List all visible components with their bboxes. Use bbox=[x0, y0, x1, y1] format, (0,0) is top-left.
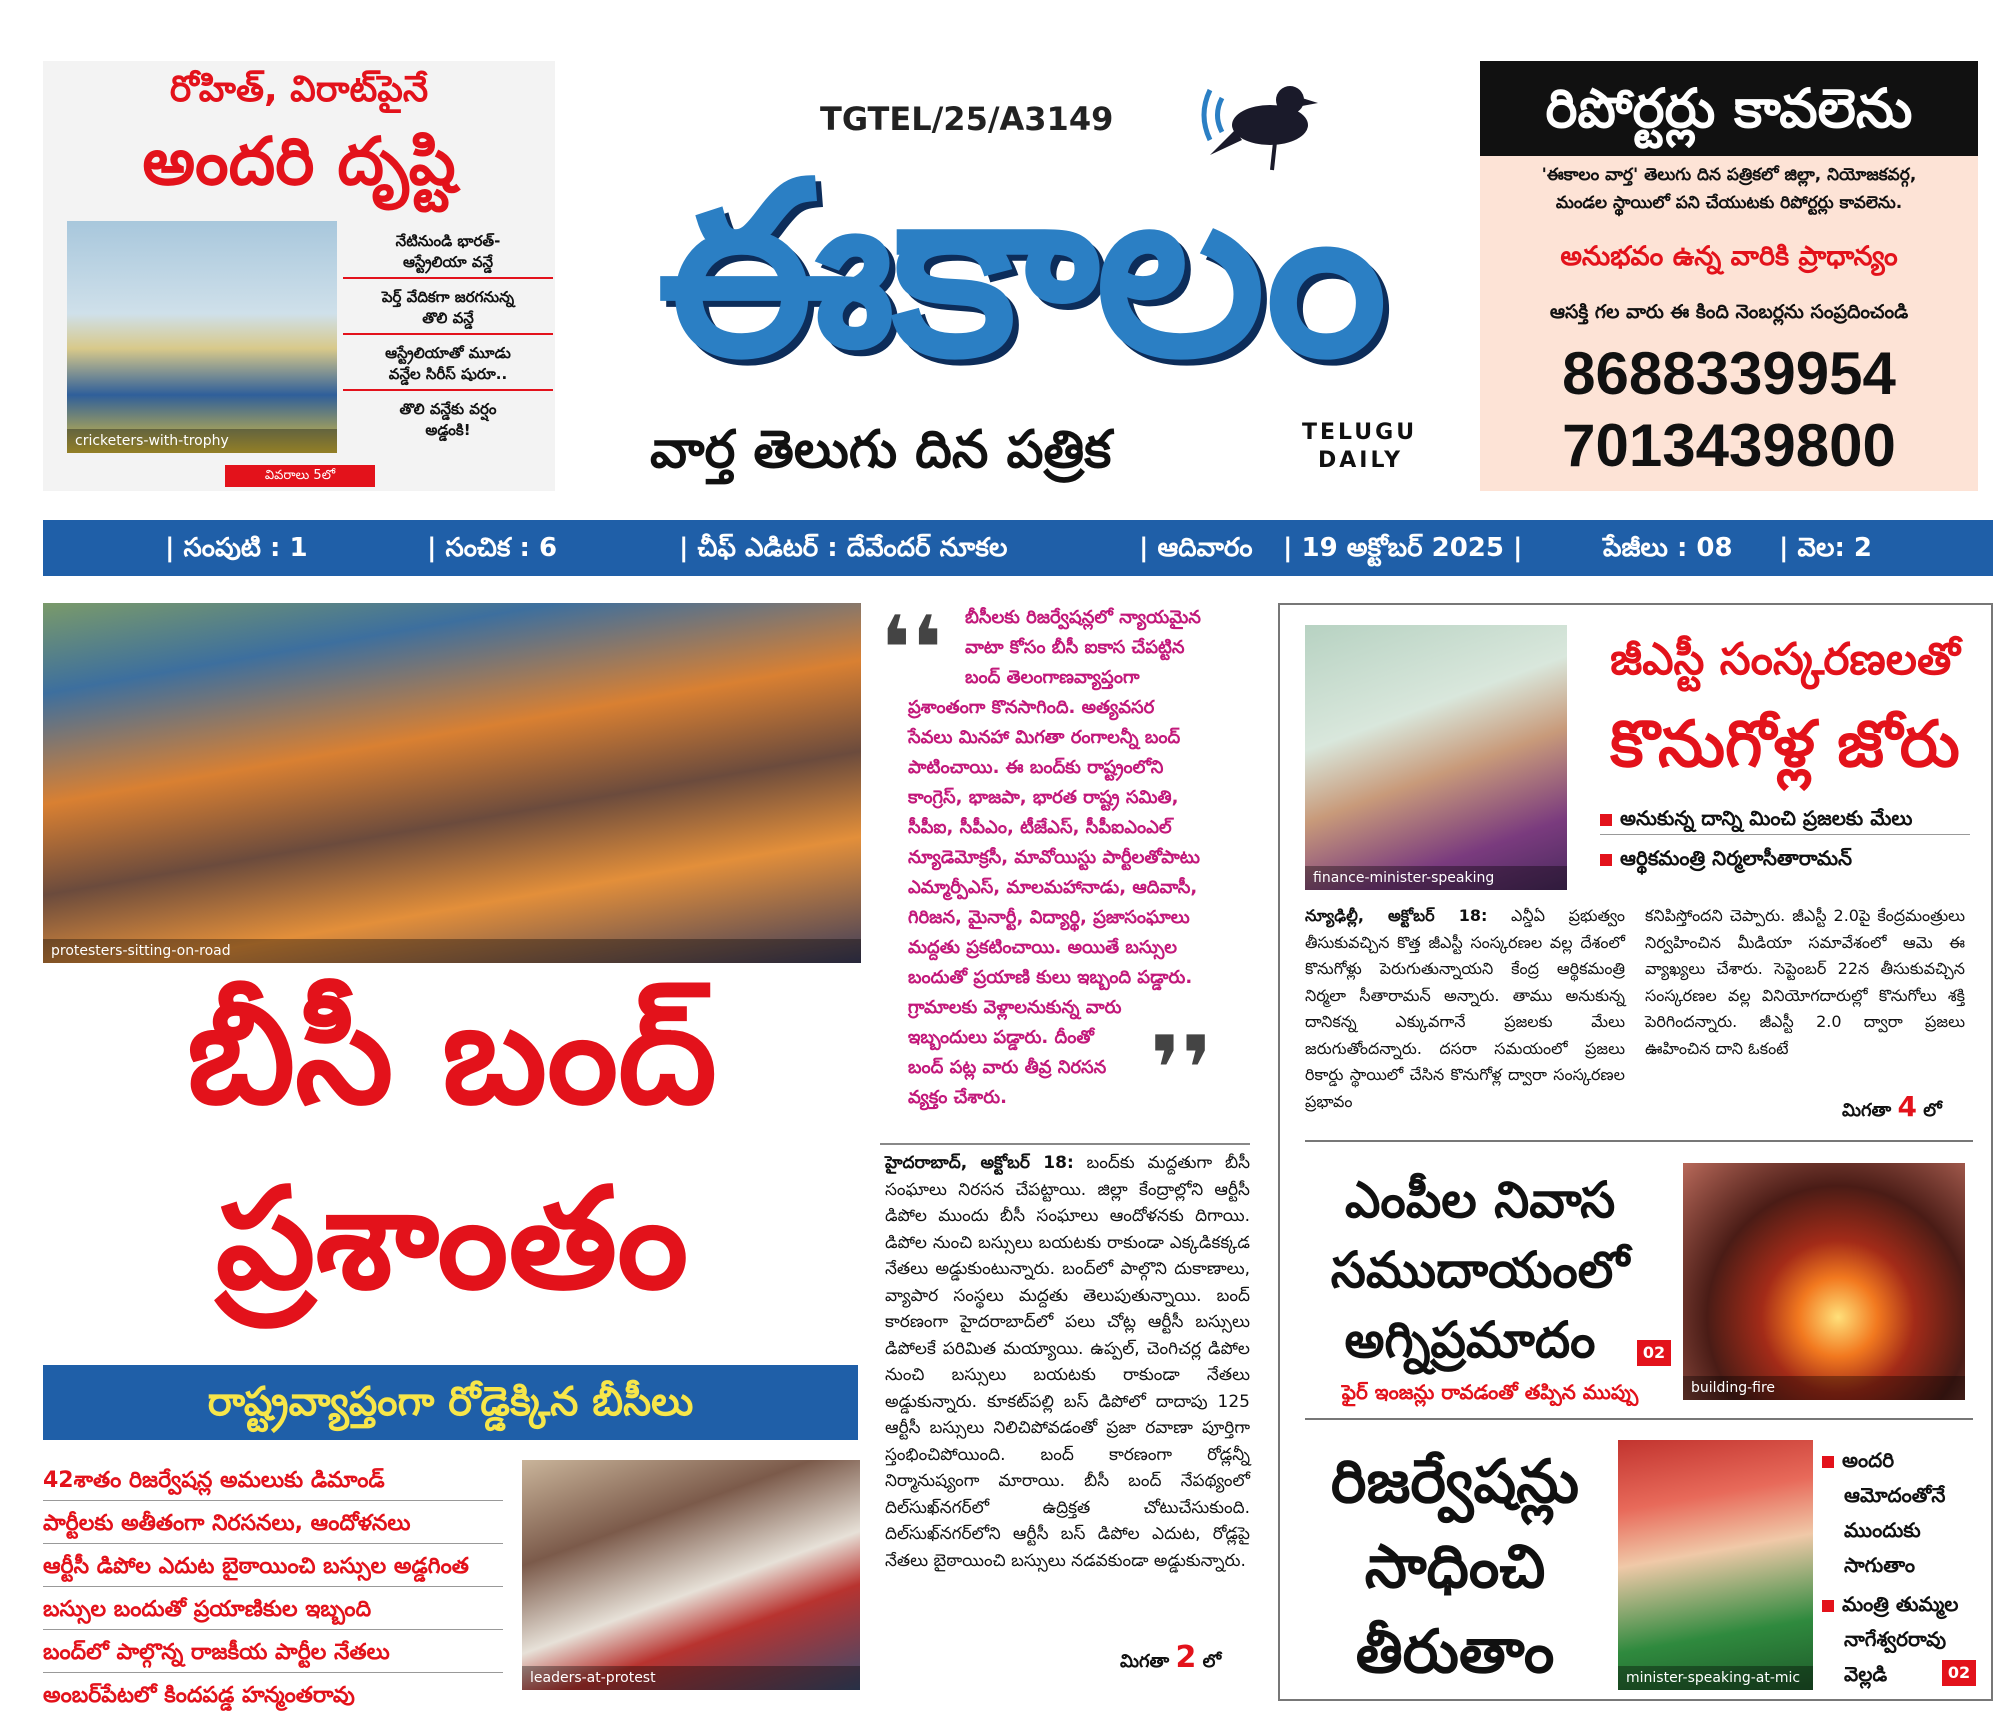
bullet-square-icon bbox=[1822, 1456, 1834, 1468]
lead-bullet: అంబర్‌పేటలో కిందపడ్డ హన్మంతరావు bbox=[43, 1683, 355, 1708]
bullet-line: ముందుకు bbox=[1844, 1518, 1921, 1542]
quote-line: బంద్ తెలంగాణవ్యాప్తంగా bbox=[965, 667, 1140, 688]
teaser-line: పెర్త్ వేదికగా జరగనున్న bbox=[381, 288, 515, 306]
teaser-line: ఆస్ట్రేలియా వన్డే bbox=[343, 252, 553, 279]
quote-line: ఇబ్బందులు పడ్డారు. దీంతో bbox=[908, 1027, 1094, 1048]
gst-continued[interactable] bbox=[1842, 1090, 1942, 1125]
gst-bullet-2: ఆర్థికమంత్రి నిర్మలాసీతారామన్ bbox=[1600, 846, 1852, 875]
bullet-square-icon bbox=[1600, 854, 1612, 866]
quote-line: వ్యక్తం చేశారు. bbox=[908, 1087, 1007, 1108]
teaser-line: ఆస్ట్రేలియాతో మూడు bbox=[385, 344, 511, 362]
lead-bullet-list bbox=[43, 1462, 503, 1715]
lead-bullet: పార్టీలకు అతీతంగా నిరసనలు, ఆందోళనలు bbox=[43, 1505, 503, 1544]
lead-bullet: బస్సుల బందుతో ప్రయాణికుల ఇబ్బంది bbox=[43, 1591, 503, 1630]
continued-suffix: లో bbox=[1923, 1100, 1942, 1121]
protest-photo: protesters-sitting-on-road bbox=[43, 603, 861, 963]
quote-line: బంద్ పట్ల వారు తీవ్ర నిరసన bbox=[908, 1057, 1107, 1078]
top-left-teaser[interactable] bbox=[43, 61, 555, 491]
lead-body bbox=[885, 1150, 1250, 1574]
reporters-wanted-ad[interactable] bbox=[1480, 61, 1978, 491]
lead-headline-line-1: బీసీ బంద్ bbox=[187, 973, 717, 1136]
quote-line: బీసీలకు రిజర్వేషన్లలో న్యాయమైన bbox=[965, 607, 1201, 628]
quote-line: కాంగ్రెస్, భాజపా, భారత రాష్ట్ర సమితి, bbox=[908, 787, 1179, 808]
bullet-line: మంత్రి తుమ్మల bbox=[1822, 1587, 1982, 1622]
page-count: పేజీలు : 08 bbox=[1603, 533, 1733, 563]
teaser-headline: అందరి దృష్టి bbox=[142, 123, 456, 200]
quote-line: పాటించాయి. ఈ బంద్‌కు రాష్ట్రంలోని bbox=[908, 757, 1164, 778]
quote-line: న్యూడెమోక్రసీ, మావోయిస్టు పార్టీలతోపాటు bbox=[908, 847, 1200, 868]
fire-headline-line-2: సముదాయంలో bbox=[1330, 1241, 1630, 1299]
issue-info-bar bbox=[43, 520, 1993, 576]
ad-line-2: మండల స్థాయిలో పని చేయుటకు రిపోర్టర్లు కావలెను. bbox=[1555, 193, 1903, 213]
gst-body-col-2 bbox=[1645, 903, 1965, 1062]
bullet-line: సాగుతాం bbox=[1844, 1553, 1915, 1577]
issue-date: | 19 అక్టోబర్ 2025 | bbox=[1283, 533, 1523, 563]
teaser-line: అడ్డంకి! bbox=[425, 421, 471, 439]
reservation-bullet-1 bbox=[1822, 1443, 1982, 1583]
reservation-headline-line-2: సాధించి bbox=[1364, 1532, 1546, 1602]
reservation-headline-line-3: తీరుతాం bbox=[1355, 1617, 1555, 1687]
quote-line: ప్రశాంతంగా కొనసాగింది. అత్యవసర bbox=[908, 697, 1155, 718]
bullet-line: నాగేశ్వరరావు bbox=[1844, 1627, 1947, 1651]
weekday: | ఆదివారం bbox=[1139, 533, 1253, 563]
masthead-daily: DAILY bbox=[1318, 448, 1403, 473]
continued-label: మిగతా bbox=[1120, 1651, 1170, 1672]
section-rule bbox=[1305, 1140, 1973, 1142]
teaser-line: నేటినుండి భారత్- bbox=[395, 232, 501, 250]
quote-line: ఎమ్మార్పీఎస్, మాలమహానాడు, ఆదివాసీ, bbox=[908, 877, 1198, 898]
quote-line: మద్దతు ప్రకటించాయి. అయితే బస్సుల bbox=[908, 937, 1178, 958]
teaser-line: వన్డేల సిరీస్ షురూ.. bbox=[343, 364, 553, 391]
quote-line: వాటా కోసం బీసీ ఐకాస చేపట్టిన bbox=[965, 637, 1185, 658]
ad-title: రిపోర్టర్లు కావలెను bbox=[1480, 61, 1978, 156]
column-rule bbox=[880, 1143, 1250, 1145]
quote-line: సీపీఐ, సీపీఎం, టీజేఎస్, సీపీఐఎంఎల్ bbox=[908, 817, 1172, 838]
gst-rule bbox=[1600, 834, 1970, 835]
bullet-line: అందరి bbox=[1822, 1443, 1982, 1478]
teaser-kicker: రోహిత్, విరాట్‌పైనే bbox=[169, 69, 429, 110]
lead-dateline: హైదరాబాద్, అక్టోబర్ 18: bbox=[885, 1153, 1074, 1173]
quote-line: గ్రామాలకు వెళ్లాలనుకున్న వారు bbox=[908, 997, 1122, 1018]
reservation-page-tag[interactable]: 02 bbox=[1942, 1660, 1976, 1686]
reservation-headline-line-1: రిజర్వేషన్లు bbox=[1330, 1447, 1580, 1517]
ad-phone-1[interactable]: 8688339954 bbox=[1562, 340, 1896, 407]
bullet-line: ఆమోదంతోనే bbox=[1844, 1483, 1946, 1507]
fire-page-tag[interactable]: 02 bbox=[1637, 1340, 1671, 1366]
chief-editor: | చీఫ్ ఎడిటర్ : దేవేందర్ నూకల bbox=[679, 533, 1008, 563]
gst-body-col-1 bbox=[1305, 903, 1625, 1115]
minister-photo: minister-speaking-at-mic bbox=[1618, 1440, 1813, 1690]
section-rule-2 bbox=[1305, 1418, 1973, 1420]
protest-photo-2: leaders-at-protest bbox=[522, 1460, 860, 1690]
ad-phone-2[interactable]: 7013439800 bbox=[1562, 412, 1896, 479]
bullet-square-icon bbox=[1600, 814, 1612, 826]
fire-headline-line-3: అగ్నిప్రమాదం bbox=[1344, 1311, 1596, 1369]
gst-dateline: న్యూఢిల్లీ, అక్టోబర్ 18: bbox=[1305, 906, 1488, 925]
lead-bullet: బంద్‌లో పాల్గొన్న రాజకీయ పార్టీల నేతలు bbox=[43, 1634, 503, 1673]
gst-col1-text: ఎన్డీఏ ప్రభుత్వం తీసుకువచ్చిన కొత్త జీఎస్టీ సంస్కరణల వల్ల దేశంలో కొనుగోళ్లు పెరుగుతున్నాయని కేంద్ర ఆర్థికమంత్రి నిర్మలా సీతారామన్ అన్నారు. తాము అనుకున్న దానికన్న ఎక్కువగానే ప్రజలకు మేలు జరుగుతోందన్నారు. దసరా సమయంలో ప్రజలు రికార్డు స్థాయిలో చేసిన కొనుగోళ్ల ద్వారా సంస్కరణల ప్రభావం bbox=[1305, 906, 1625, 1111]
issue-number: | సంచిక : 6 bbox=[427, 533, 558, 563]
volume: | సంపుటి : 1 bbox=[165, 533, 308, 563]
masthead-tagline: వార్త తెలుగు దిన పత్రిక bbox=[650, 420, 1112, 480]
fire-subhead: ఫైర్ ఇంజన్లు రావడంతో తప్పిన ముప్పు bbox=[1341, 1380, 1639, 1404]
teaser-details-tag[interactable]: వివరాలు 5లో bbox=[225, 465, 375, 487]
quote-line: బందుతో ప్రయాణి కులు ఇబ్బంది పడ్డారు. bbox=[908, 967, 1193, 988]
quote-open-icon: ❛❛ bbox=[880, 597, 943, 702]
lead-continued[interactable] bbox=[1120, 1640, 1221, 1676]
gst-headline-line-2: కొనుగోళ్ల జోరు bbox=[1610, 708, 1960, 782]
finance-minister-photo: finance-minister-speaking bbox=[1305, 625, 1567, 890]
gst-headline-line-1: జీఎస్టీ సంస్కరణలతో bbox=[1610, 634, 1960, 685]
teaser-line: తొలి వన్డే bbox=[343, 308, 553, 335]
masthead bbox=[580, 55, 1460, 495]
fire-photo: building-fire bbox=[1683, 1163, 1965, 1400]
ad-priority: అనుభవం ఉన్న వారికి ప్రాధాన్యం bbox=[1560, 241, 1898, 272]
lead-bullet: ఆర్టీసీ డిపోల ఎదుట బైఠాయించి బస్సుల అడ్డగింత bbox=[43, 1548, 503, 1587]
price: | వెల: 2 bbox=[1779, 533, 1873, 563]
fire-headline-line-1: ఎంపీల నివాస bbox=[1344, 1171, 1616, 1229]
teaser-lines bbox=[343, 231, 553, 441]
masthead-telugu: TELUGU bbox=[1302, 420, 1418, 445]
ad-line-1: 'ఈకాలం వార్త' తెలుగు దిన పత్రికలో జిల్లా, నియోజకవర్గ, bbox=[1541, 165, 1917, 185]
bullet-line: వెల్లడి bbox=[1844, 1662, 1888, 1686]
ad-contact: ఆసక్తి గల వారు ఈ కింది నెంబర్లను సంప్రదించండి bbox=[1549, 301, 1909, 323]
continued-page: 4 bbox=[1897, 1090, 1917, 1123]
lead-headline-line-2: ప్రశాంతం bbox=[215, 1158, 689, 1321]
logo-wordmark: ఈకాలం bbox=[656, 130, 1384, 410]
lead-bullet: 42శాతం రిజర్వేషన్ల అమలుకు డిమాండ్ bbox=[43, 1462, 503, 1501]
quote-close-icon: ❜❜ bbox=[1150, 1017, 1213, 1122]
bullet-square-icon bbox=[1822, 1600, 1834, 1612]
continued-page: 2 bbox=[1175, 1640, 1197, 1675]
lead-subhead: రాష్ట్రవ్యాప్తంగా రోడ్డెక్కిన బీసీలు bbox=[207, 1379, 694, 1425]
quote-line: సేవలు మినహా మిగతా రంగాలన్నీ బంద్ bbox=[908, 727, 1181, 748]
continued-label: మిగతా bbox=[1842, 1100, 1892, 1121]
registration-number: TGTEL/25/A3149 bbox=[820, 100, 1114, 138]
lead-subhead-band bbox=[43, 1365, 858, 1440]
lead-body-text: బంద్‌కు మద్దతుగా బీసీ సంఘాలు నిరసన చేపట్టాయి. జిల్లా కేంద్రాల్లోని ఆర్టీసీ డిపోల ముందు బీసీ సంఘాలు ఆందోళనకు దిగాయి. డిపోల నుంచి బస్సులు బయటకు రాకుండా ఎక్కడికక్కడ నేతలు అడ్డుకుంటున్నారు. బంద్‌లో పాల్గొని దుకాణాలు, వ్యాపార సంస్థలు మద్దతు తెలుపుతున్నాయి. బంద్ కారణంగా హైదరాబాద్‌లో పలు చోట్ల ఆర్టీసీ బస్సులు డిపోలకే పరిమిత మయ్యాయి. ఉప్పల్, చెంగిచర్ల డిపోల నుంచి బస్సులు బయటకు రాకుండా నేతలు అడ్డుకున్నారు. కూకట్‌పల్లి బస్ డిపోలో దాదాపు 125 ఆర్టీసీ బస్సులు నిలిచిపోవడంతో ప్రజా రవాణా పూర్తిగా స్తంభించిపోయింది. బంద్ కారణంగా రోడ్లన్నీ నిర్మానుష్యంగా మారాయి. బీసీ బంద్ నేపథ్యంలో దిల్‌సుఖ్‌నగర్‌లో ఉద్రిక్తత చోటుచేసుకుంది. దిల్‌సుఖ్‌నగర్‌లోని ఆర్టీసీ బస్ డిపోల ఎదుట, రోడ్లపై నేతలు బైఠాయించి బస్సులు నడవకుండా అడ్డుకున్నారు. bbox=[885, 1153, 1251, 1571]
cricket-photo: cricketers-with-trophy bbox=[67, 221, 337, 453]
teaser-line: తొలి వన్డేకు వర్షం bbox=[399, 400, 497, 418]
continued-suffix: లో bbox=[1202, 1651, 1222, 1672]
gst-bullet-1: అనుకున్న దాన్ని మించి ప్రజలకు మేలు bbox=[1600, 806, 1912, 835]
gst-col2-text: కనిపిస్తోందని చెప్పారు. జీఎస్టీ 2.0పై కేంద్రమంత్రులు నిర్వహించిన మీడియా సమావేశంలో ఆమె ఈ వ్యాఖ్యలు చేశారు. సెప్టెంబర్ 22న తీసుకువచ్చిన సంస్కరణల వల్ల వినియోగదారుల్లో కొనుగోలు శక్తి పెరిగిందన్నారు. జీఎస్టీ 2.0 ద్వారా ప్రజలు ఊహించిన దాని ఓకంటే bbox=[1645, 906, 1965, 1058]
quote-line: గిరిజన, మైనార్టీ, విద్యార్థి, ప్రజాసంఘాలు bbox=[908, 907, 1190, 928]
